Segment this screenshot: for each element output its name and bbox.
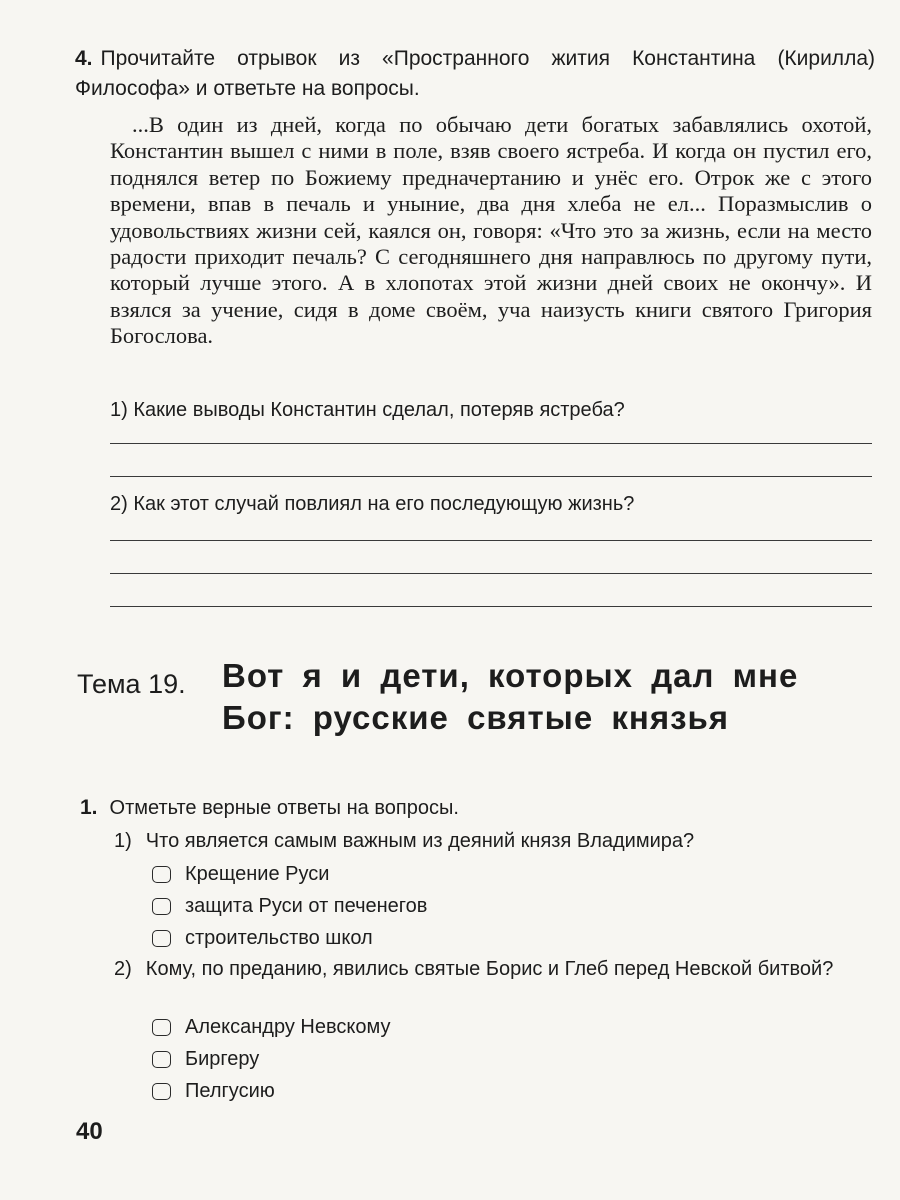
option-label: Крещение Руси bbox=[185, 863, 330, 885]
task-1-question-1 bbox=[114, 826, 694, 856]
question-number: 2) bbox=[114, 958, 132, 980]
answer-line[interactable] bbox=[110, 540, 872, 541]
option-label: строительство школ bbox=[185, 927, 373, 949]
topic-label: Тема 19. bbox=[77, 669, 186, 699]
checkbox[interactable] bbox=[152, 866, 171, 883]
answer-option[interactable] bbox=[152, 859, 329, 889]
task-4-instruction bbox=[75, 44, 875, 104]
task-1-question-2 bbox=[114, 954, 874, 984]
answer-option[interactable] bbox=[152, 923, 373, 953]
task-1-instruction bbox=[80, 794, 459, 822]
option-label: защита Руси от печенегов bbox=[185, 895, 428, 917]
question-text: Что является самым важным из деяний князя Владимира? bbox=[145, 830, 695, 852]
answer-line[interactable] bbox=[110, 443, 872, 444]
answer-option[interactable] bbox=[152, 1012, 390, 1042]
page-number: 40 bbox=[76, 1118, 103, 1145]
checkbox[interactable] bbox=[152, 1083, 171, 1100]
question-number: 1) bbox=[114, 830, 132, 852]
task-1-text: Отметьте верные ответы на вопросы. bbox=[109, 797, 459, 819]
checkbox[interactable] bbox=[152, 930, 171, 947]
answer-line[interactable] bbox=[110, 476, 872, 477]
option-label: Биргеру bbox=[185, 1048, 260, 1070]
option-label: Пелгусию bbox=[185, 1080, 275, 1102]
checkbox[interactable] bbox=[152, 1051, 171, 1068]
option-label: Александру Невскому bbox=[185, 1016, 391, 1038]
checkbox[interactable] bbox=[152, 898, 171, 915]
question-text: Кому, по преданию, явились святые Борис и Глеб перед Невской битвой? bbox=[145, 958, 834, 980]
answer-option[interactable] bbox=[152, 1044, 259, 1074]
answer-option[interactable] bbox=[152, 1076, 275, 1106]
life-of-constantine-passage: ...В один из дней, когда по обычаю дети богатых забавлялись охотой, Константин вышел с ними в поле, взяв своего ястреба. И когда он пустил его, поднялся ветер по Божиему предначертанию и унёс его. Отрок же с этого времени, впав в печаль и уныние, два дня хлеба не ел... Поразмыслив о удовольствиях жизни сей, каялся он, говоря: «Что это за жизнь, если на место радости приходит печаль? С сегодняшнего дня направлюсь по другому пути, который лучше этого. А в хлопотах этой жизни дней своих не окончу». И взялся за учение, сидя в доме своём, уча наизусть книги святого Григория Богослова. bbox=[110, 112, 872, 349]
question-2: 2) Как этот случай повлиял на его последующую жизнь? bbox=[110, 493, 635, 515]
answer-line[interactable] bbox=[110, 606, 872, 607]
question-1: 1) Какие выводы Константин сделал, потеряв ястреба? bbox=[110, 399, 625, 421]
answer-line[interactable] bbox=[110, 573, 872, 574]
task-4-text: Прочитайте отрывок из «Пространного жития Константина (Кирилла) Философа» и ответьте на вопросы. bbox=[75, 47, 875, 100]
task-1-number: 1. bbox=[80, 796, 98, 819]
checkbox[interactable] bbox=[152, 1019, 171, 1036]
answer-option[interactable] bbox=[152, 891, 427, 921]
task-4-number: 4. bbox=[75, 47, 93, 70]
topic-title: Вот я и дети, которых дал мне Бог: русские святые князья bbox=[222, 657, 799, 736]
